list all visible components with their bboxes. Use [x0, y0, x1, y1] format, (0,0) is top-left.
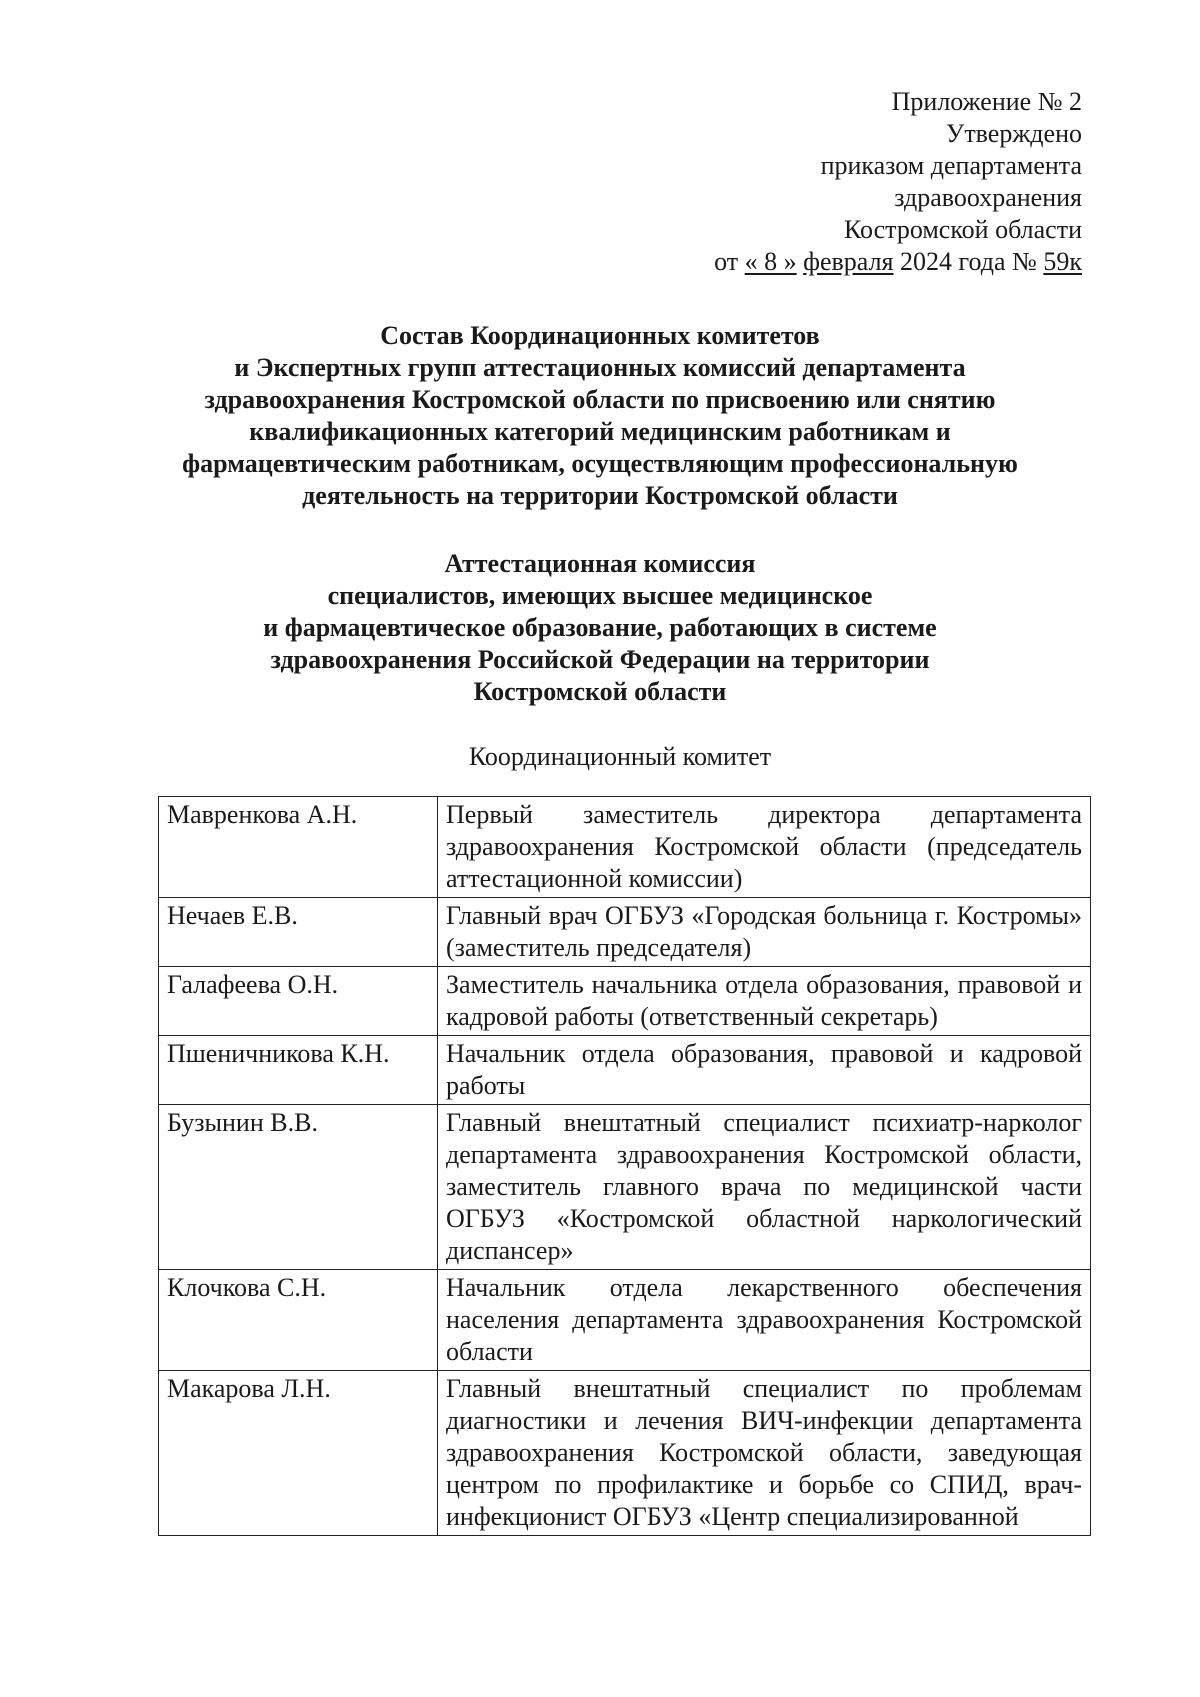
- table-row: [159, 1371, 1091, 1536]
- order-prefix: от: [714, 247, 739, 276]
- member-name: Нечаев Е.В.: [159, 898, 438, 967]
- member-role: Главный внештатный специалист по проблемам диагностики и лечения ВИЧ-инфекции департамента здравоохранения Костромской области, заведующая центром по профилактике и борьбе со СПИД, врач-инфекционист ОГБУЗ «Центр специализированной: [438, 1371, 1091, 1536]
- member-name: Галафеева О.Н.: [159, 967, 438, 1036]
- approved-region: Костромской области: [843, 215, 1082, 244]
- commission-line: Костромской области: [473, 677, 727, 706]
- title-line: фармацевтическим работникам, осуществляющим профессиональную: [182, 449, 1018, 478]
- member-role: Начальник отдела лекарственного обеспечения населения департамента здравоохранения Костромской области: [438, 1270, 1091, 1371]
- commission-line: Аттестационная комиссия: [444, 549, 756, 578]
- document-title: [120, 320, 1080, 512]
- order-day: « 8 »: [744, 247, 797, 276]
- member-role: Главный врач ОГБУЗ «Городская больница г. Костромы» (заместитель председателя): [438, 898, 1091, 967]
- title-line: Состав Координационных комитетов: [380, 321, 820, 350]
- table-row: [159, 1270, 1091, 1371]
- commission-line: здравоохранения Российской Федерации на территории: [270, 645, 930, 674]
- approved-label: Утверждено: [945, 119, 1082, 148]
- appendix-number: Приложение № 2: [891, 87, 1082, 116]
- member-name: Клочкова С.Н.: [159, 1270, 438, 1371]
- approved-department: здравоохранения: [894, 183, 1082, 212]
- title-line: и Экспертных групп аттестационных комиссий департамента: [234, 353, 966, 382]
- member-name: Макарова Л.Н.: [159, 1371, 438, 1536]
- table-row: [159, 1105, 1091, 1270]
- member-name: Пшеничникова К.Н.: [159, 1036, 438, 1105]
- commission-title: [120, 548, 1080, 708]
- member-name: Мавренкова А.Н.: [159, 797, 438, 898]
- member-role: Первый заместитель директора департамента здравоохранения Костромской области (председатель аттестационной комиссии): [438, 797, 1091, 898]
- commission-line: и фармацевтическое образование, работающих в системе: [263, 613, 937, 642]
- approval-header: [714, 86, 1082, 278]
- title-line: квалификационных категорий медицинским работникам и: [249, 417, 951, 446]
- order-month: февраля: [803, 247, 894, 276]
- table-row: [159, 967, 1091, 1036]
- member-role: Начальник отдела образования, правовой и кадровой работы: [438, 1036, 1091, 1105]
- order-date-line: [714, 246, 1082, 278]
- order-number: 59к: [1043, 247, 1082, 276]
- title-line: деятельность на территории Костромской области: [302, 481, 898, 510]
- approved-by-order: приказом департамента: [820, 151, 1082, 180]
- table-row: [159, 898, 1091, 967]
- title-line: здравоохранения Костромской области по присвоению или снятию: [204, 385, 996, 414]
- table-row: [159, 797, 1091, 898]
- member-role: Главный внештатный специалист психиатр-нарколог департамента здравоохранения Костромской области, заместитель главного врача по медицинской части ОГБУЗ «Костромской областной наркологический диспансер»: [438, 1105, 1091, 1270]
- member-role: Заместитель начальника отдела образования, правовой и кадровой работы (ответственный секретарь): [438, 967, 1091, 1036]
- member-name: Бузынин В.В.: [159, 1105, 438, 1270]
- section-heading: Координационный комитет: [468, 742, 772, 771]
- table-row: [159, 1036, 1091, 1105]
- members-table: [158, 796, 1091, 1536]
- order-year: 2024 года №: [900, 247, 1037, 276]
- commission-line: специалистов, имеющих высшее медицинское: [327, 581, 873, 610]
